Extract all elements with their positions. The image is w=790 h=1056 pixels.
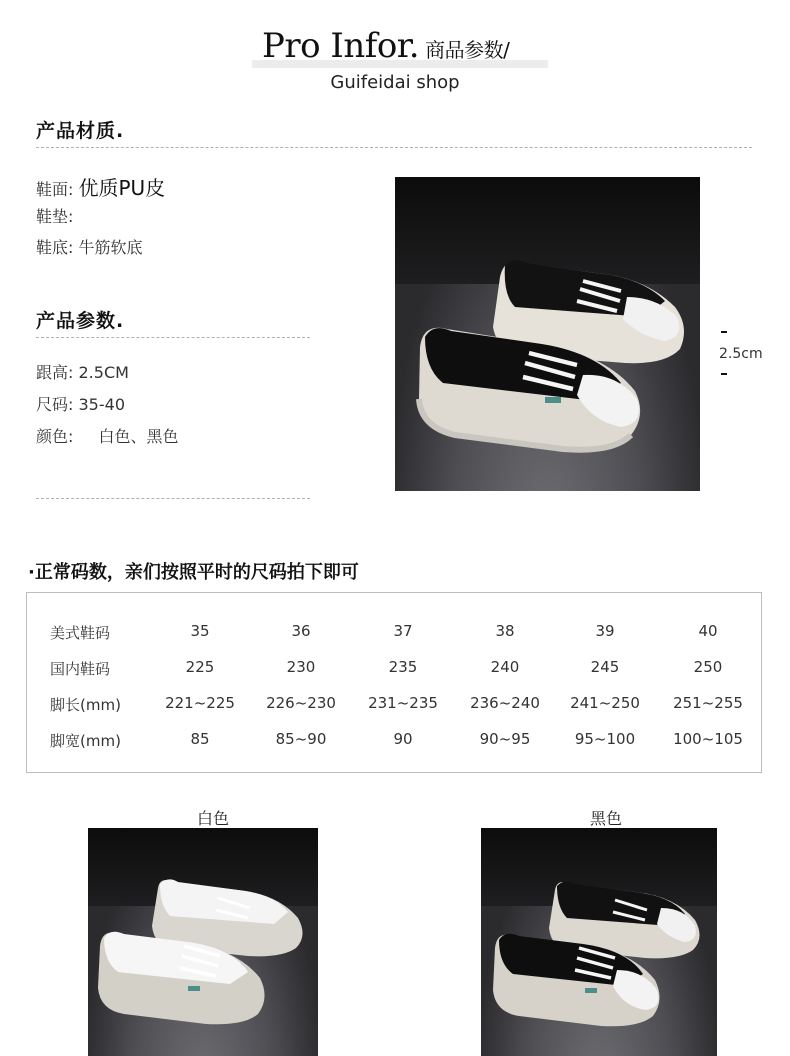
sole-label: 鞋底: [36,238,74,257]
heel-row [36,360,129,383]
size-row-label: 脚宽(mm) [50,732,121,750]
size-cell: 35 [190,622,210,640]
dimension-label: 2.5cm [719,346,763,362]
size-cell: 221~225 [165,694,235,712]
shoe-pair-black-illustration [395,177,700,491]
size-cell: 37 [393,622,413,640]
size-cell: 250 [693,658,723,676]
color-label-white: 白色 [196,809,229,828]
sole-value: 牛筋软底 [78,238,143,257]
size-cell: 251~255 [673,694,743,712]
size-value: 35-40 [78,395,125,414]
upper-value: 优质PU皮 [78,176,166,200]
dimension-tick-bottom [721,373,727,375]
sole-row [36,235,143,258]
dimension-tick-top [721,331,727,333]
size-cell: 38 [495,622,515,640]
color-label: 颜色: [36,427,74,446]
size-cell: 36 [291,622,311,640]
black-shoe-photo [481,828,717,1056]
size-cell: 240 [490,658,520,676]
size-row [36,392,125,415]
color-label-black: 黑色 [589,809,622,828]
heel-label: 跟高: [36,363,74,382]
insole-label: 鞋垫: [36,207,74,226]
size-cell: 235 [388,658,418,676]
page-title [262,26,509,66]
title-english: Pro Infor. [262,26,420,66]
size-cell: 100~105 [673,730,743,748]
title-chinese: 商品参数/ [425,38,510,62]
size-row-label: 国内鞋码 [50,660,111,678]
params-divider [36,337,310,338]
upper-label: 鞋面: [36,180,74,199]
shoe-pair-black-variant-illustration [481,828,717,1056]
material-divider [36,147,752,148]
size-cell: 236~240 [470,694,540,712]
size-cell: 90~95 [479,730,531,748]
shop-name: Guifeidai shop [330,72,460,93]
color-row [36,424,179,447]
upper-row [36,172,165,201]
size-label: 尺码: [36,395,74,414]
size-row-label: 脚长(mm) [50,696,121,714]
size-cell: 231~235 [368,694,438,712]
params-bottom-divider [36,498,310,499]
material-heading: 产品材质. [36,120,125,142]
product-photo [395,177,700,491]
size-cell: 40 [698,622,718,640]
size-cell: 95~100 [574,730,636,748]
size-chart-note: ·正常码数，亲们按照平时的尺码拍下即可 [28,562,359,583]
size-cell: 90 [393,730,413,748]
size-cell: 85 [190,730,210,748]
size-cell: 241~250 [570,694,640,712]
size-cell: 226~230 [266,694,336,712]
shoe-pair-white-illustration [88,828,318,1056]
white-shoe-photo [88,828,318,1056]
size-cell: 85~90 [275,730,327,748]
size-cell: 39 [595,622,615,640]
insole-row [36,204,73,227]
size-cell: 225 [185,658,215,676]
size-row-label: 美式鞋码 [50,624,111,642]
params-heading: 产品参数. [36,310,125,332]
color-value: 白色、黑色 [98,427,179,446]
size-cell: 245 [590,658,620,676]
heel-value: 2.5CM [78,363,129,382]
size-cell: 230 [286,658,316,676]
